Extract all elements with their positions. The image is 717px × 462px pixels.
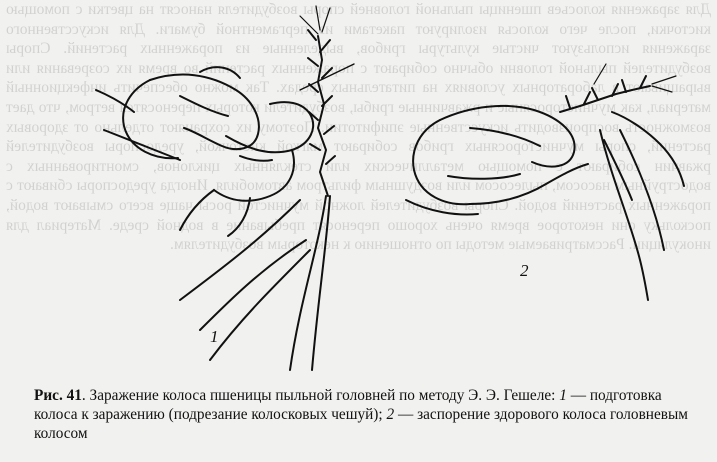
- figure-label-2: 2: [520, 261, 529, 280]
- figure-number: Рис. 41: [34, 387, 82, 404]
- figure-2-drawing: [406, 64, 684, 300]
- caption-item-1-number: 1: [559, 387, 567, 404]
- figure-caption: [34, 386, 694, 443]
- caption-title: . Заражение колоса пшеницы пыльной головней по методу Э. Э. Гешеле:: [81, 387, 556, 404]
- caption-item-2-text: — заспорение здорового колоса головневым колосом: [34, 406, 688, 442]
- figure-label-1: 1: [210, 327, 219, 346]
- bleed-through-paragraph: Для заражения колосьев пшеницы пыльной головней споры возбудителя наносят на цветки с помощью кисточки, после чего колосья изолируют пакетами из пергаментной бумаги. Для искусственного заражения используют чистые культуры грибов, выделенные из пораженных растений. Споры возбудителей пыльной головни обычно собирают с пораженных растений во время их созревания или выращивают в лабораторных условиях на питательных средах. Так можно обеспечить инфекционный материал, как мучнисторосяные и ржавчинные грибы, возбудители которых переносятся ветром, что дает возможность воспроизводить искусственные эпифитотии. Поэтому их сохраняют отдельно от здоровых растений, споры мучнисторосяных грибов собирают мягкой кисточкой, уредоспоры возбудителей ржавчин собирают с помощью металлических или стеклянных циклонов, смонтированных с водоструйным насосом, пылесосом или воздушным фильтром автомобиля. Иногда уредоспоры сбивают с пораженных растений водой. Споры возбудителей ложной мучнистой росы чаще всего смывают водой, поскольку они некоторое время очень хорошо переносят пребывание в водной среде. Материал для инокуляции. Рассматриваемые методы по отношению к некоторым возбудителям.: [6, 1, 711, 254]
- caption-item-2-number: 2: [386, 406, 395, 423]
- figure-1-drawing: [96, 6, 354, 370]
- caption-item-1-text: — подготовка колоса к заражению (подрезание колосковых чешуй);: [34, 387, 662, 423]
